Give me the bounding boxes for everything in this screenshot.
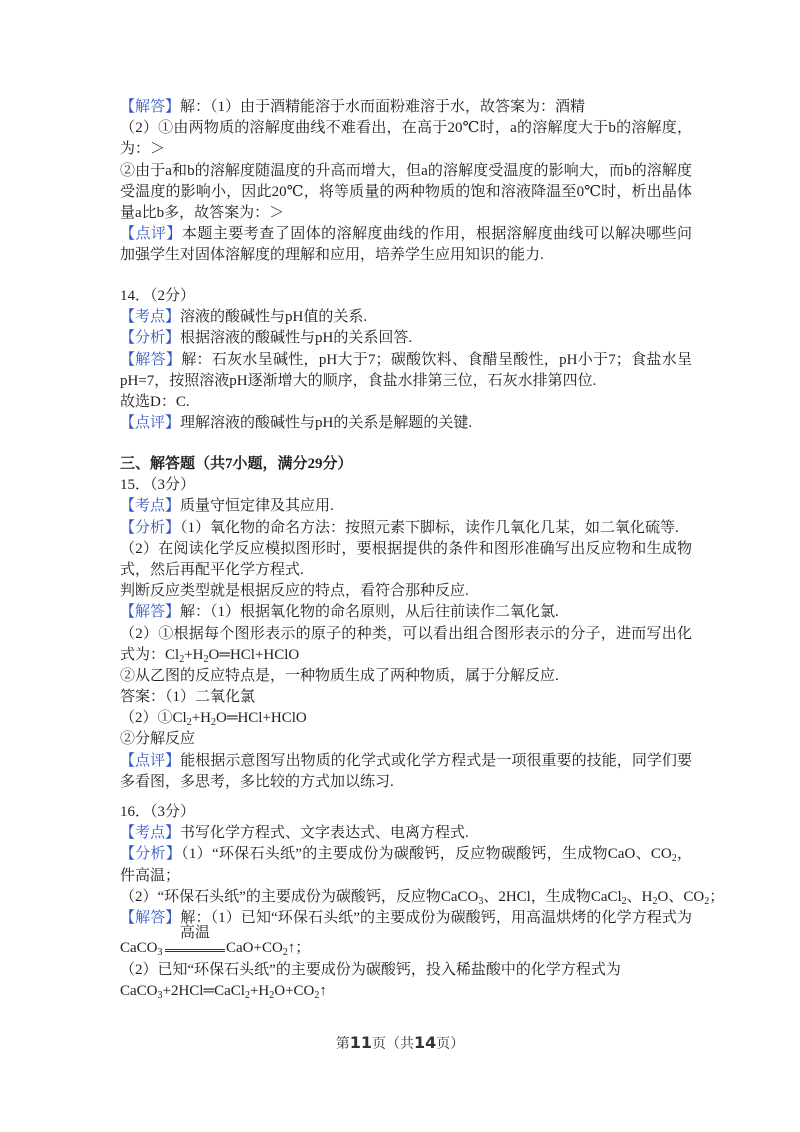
subscript: 2 [652, 895, 658, 907]
text-run: ； [709, 888, 725, 905]
text-line [120, 772, 692, 793]
section-tag: 【解答】 [120, 99, 181, 115]
text-run: 多看图，多思考，多比较的方式加以练习. [120, 773, 394, 790]
subscript: 2 [210, 717, 216, 729]
text-line [120, 802, 692, 823]
text-run: pH=7，按照溶液pH逐渐增大的顺序，食盐水排第三位，石灰水排第四位. [120, 372, 597, 389]
labeled-line [120, 844, 692, 865]
text-run: 能根据示意图写出物质的化学式或化学方程式是一项很重要的技能，同学们要 [180, 752, 692, 769]
text-run: +H [184, 646, 204, 663]
text-line [120, 624, 692, 645]
reaction-condition: 高温 [179, 925, 210, 942]
text-run: 解：（1）由于酒精能溶于水而面粉难溶于水，故答案为：酒精 [180, 99, 586, 115]
text-run: 答案：（1）二氧化氯 [120, 689, 256, 706]
text-run: +H [249, 983, 270, 1000]
text-run: （1）“环保石头纸”的主要成份为碳酸钙，反应物碳酸钙，生成物CaO、CO [181, 846, 672, 863]
footer-suffix: 页） [436, 1036, 465, 1052]
subscript: 2 [244, 990, 250, 1002]
text-line [120, 139, 692, 160]
text-run: （2）①由两物质的溶解度曲线不难看出，在高于20℃时，a的溶解度大于b的溶解度， [120, 120, 692, 137]
subscript: 2 [621, 895, 627, 907]
question-16-section [120, 802, 725, 1003]
text-run: O═HCl+HClO [208, 646, 300, 663]
text-run: +2HCl═CaCl [162, 983, 245, 1000]
text-line [120, 245, 692, 266]
text-run: 书写化学方程式、文字表达式、电离方程式. [180, 825, 469, 842]
footer-prefix: 第 [335, 1036, 350, 1052]
text-line [120, 866, 692, 887]
text-run: （2）“环保石头纸”的主要成份为碳酸钙，反应物CaCO [120, 888, 479, 905]
question-13-answer-section [120, 97, 692, 267]
text-run: +H [191, 710, 211, 727]
text-line [120, 708, 692, 729]
subscript: 2 [671, 853, 677, 865]
page-footer [0, 1033, 800, 1053]
text-run: （2）已知“环保石头纸”的主要成份为碳酸钙，投入稀盐酸中的化学方程式为 [120, 962, 621, 979]
labeled-line [120, 518, 692, 539]
chemical-equation [120, 925, 692, 960]
text-line [120, 203, 692, 224]
text-line [120, 539, 692, 560]
section-tag: 【考点】 [120, 825, 181, 842]
section-tag: 【解答】 [120, 351, 182, 368]
text-run: （1）氧化物的命名方法：按照元素下脚标，读作几氧化几某，如二氧化硫等. [180, 519, 679, 536]
text-run: O+CO [274, 983, 315, 1000]
text-line [120, 981, 692, 1002]
section-tag: 【点评】 [120, 415, 181, 432]
text-run: 16．（3分） [120, 804, 196, 820]
text-line [120, 161, 692, 182]
question-14-section [120, 286, 692, 434]
text-line [120, 286, 692, 307]
text-line [120, 960, 692, 981]
text-line [120, 687, 692, 708]
text-run: 15．（3分） [120, 477, 196, 494]
text-run: ↑； [287, 940, 311, 957]
section-tag: 【考点】 [120, 498, 181, 515]
section-tag: 【考点】 [120, 309, 181, 326]
text-run: 解：石灰水呈碱性，pH大于7；碳酸饮料、食醋呈酸性，pH小于7；食盐水呈 [181, 351, 692, 368]
section-tag: 【解答】 [120, 604, 181, 621]
current-page-number: 11 [349, 1033, 372, 1052]
section-tag: 【点评】 [120, 752, 181, 769]
text-run: 判断反应类型就是根据反应的特点，看符合那种反应. [120, 583, 469, 600]
text-run: 根据溶液的酸碱性与pH的关系回答. [180, 330, 413, 347]
text-run: CaO+CO [226, 940, 283, 957]
text-run: ②由于a和b的溶解度随温度的升高而增大，但a的溶解度受温度的影响大，而b的溶解度 [120, 162, 692, 179]
text-run: 、2HCl，生成物CaCl [483, 888, 622, 905]
subscript: 2 [704, 895, 710, 907]
subscript: 2 [269, 990, 275, 1002]
text-line [120, 475, 692, 496]
text-run: 溶液的酸碱性与pH值的关系. [180, 309, 368, 326]
text-run: ②分解反应 [120, 731, 196, 748]
text-run: 解：（1）已知“环保石头纸”的主要成份为碳酸钙，用高温烘烤的化学方程式为 [180, 909, 692, 926]
equals-bar [165, 949, 225, 952]
labeled-line [120, 97, 692, 118]
labeled-line [120, 413, 692, 434]
text-run: （2）①根据每个图形表示的原子的种类，可以看出组合图形表示的分子，进而写出化 [120, 625, 692, 642]
section-tag: 【分析】 [120, 330, 181, 347]
labeled-line [120, 751, 692, 772]
labeled-line [120, 602, 692, 623]
text-run: 解：（1）根据氧化物的命名原则，从后往前读作二氧化氯. [180, 604, 559, 621]
equation-reactants [120, 938, 163, 959]
text-run: CaCO [120, 940, 158, 957]
text-run: CaCO [120, 983, 158, 1000]
section-tag: 【分析】 [120, 846, 182, 863]
subscript: 2 [314, 990, 320, 1002]
labeled-line [120, 350, 692, 371]
text-line [120, 581, 692, 602]
text-line [120, 645, 692, 666]
section-tag: 【解答】 [120, 909, 181, 926]
text-run: 、H [626, 888, 653, 905]
text-run: 加强学生对固体溶解度的理解和应用，培养学生应用知识的能力. [120, 247, 544, 264]
text-run: （2）在阅读化学反应模拟图形时，要根据提供的条件和图形准确写出反应物和生成物 [120, 540, 692, 557]
text-line [120, 887, 725, 908]
text-line [120, 560, 692, 581]
text-run: 本题主要考查了固体的溶解度曲线的作用，根据溶解度曲线可以解决哪些问 [181, 226, 692, 243]
text-line [120, 182, 692, 203]
labeled-line [120, 496, 692, 517]
subscript: 3 [478, 895, 484, 907]
labeled-line [120, 224, 692, 245]
text-line [120, 666, 692, 687]
equation-products [226, 938, 310, 959]
section-tag: 【分析】 [120, 519, 181, 536]
text-run: O═HCl+HClO [215, 710, 307, 727]
text-line [120, 454, 692, 475]
text-run: 质量守恒定律及其应用. [180, 498, 334, 515]
total-pages: 14 [414, 1033, 437, 1052]
text-line [120, 392, 692, 413]
subscript: 3 [157, 947, 163, 959]
subscript: 2 [282, 947, 288, 959]
text-run: ， [676, 846, 692, 863]
text-run: 三、解答题（共7小题，满分29分） [120, 456, 353, 472]
text-run: 14．（2分） [120, 288, 196, 304]
text-run: 为：＞ [120, 141, 166, 158]
text-run: 式为：Cl [120, 646, 180, 663]
text-run: （2）①Cl [120, 710, 187, 727]
text-run: O、CO [657, 888, 705, 905]
text-run: 理解溶液的酸碱性与pH的关系是解题的关键. [180, 415, 473, 432]
labeled-line [120, 307, 692, 328]
labeled-line [120, 823, 692, 844]
subscript: 2 [179, 653, 185, 665]
text-line [120, 118, 692, 139]
subscript: 2 [203, 653, 209, 665]
text-line [120, 371, 692, 392]
question-15-section [120, 454, 692, 793]
text-run: ↑ [319, 983, 327, 1000]
labeled-line [120, 328, 692, 349]
section-tag: 【点评】 [120, 226, 182, 243]
subscript: 2 [186, 717, 192, 729]
text-run: ②从乙图的反应特点是，一种物质生成了两种物质，属于分解反应. [120, 667, 559, 684]
text-run: 受温度的影响小，因此20℃，将等质量的两种物质的饱和溶液降温至0℃时，析出晶体 [120, 183, 692, 200]
footer-middle: 页（共 [372, 1036, 414, 1052]
text-run: 故选D：C. [120, 393, 190, 410]
text-run: 式，然后再配平化学方程式. [120, 561, 304, 578]
subscript: 3 [157, 990, 163, 1002]
text-line [120, 729, 692, 750]
text-run: 件高温； [120, 867, 181, 884]
text-run: 量a比b多，故答案为：＞ [120, 204, 285, 221]
